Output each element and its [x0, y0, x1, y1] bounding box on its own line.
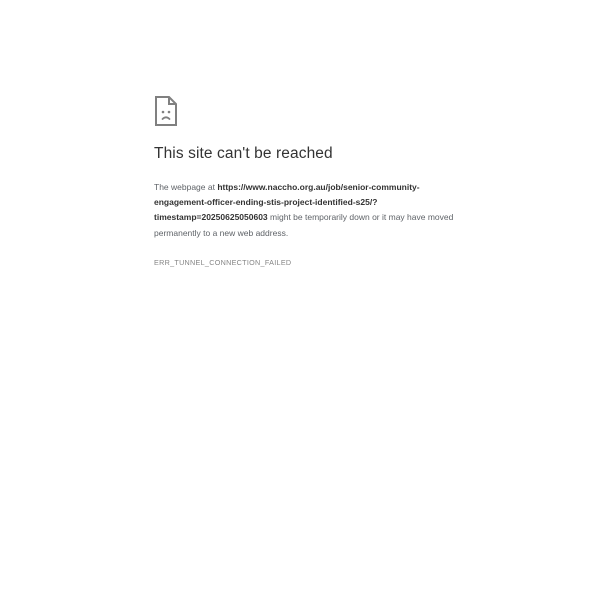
message-prefix: The webpage at — [154, 182, 218, 193]
error-description — [154, 180, 464, 241]
page-title: This site can't be reached — [154, 145, 333, 162]
error-code: ERR_TUNNEL_CONNECTION_FAILED — [154, 257, 292, 267]
message-suffix: might be temporarily down or it may have moved permanently to a new web address. — [154, 212, 454, 238]
sad-file-icon — [154, 96, 178, 126]
failed-url: https://www.naccho.org.au/job/senior-community-engagement-officer-ending-stis-project-identified-s25/?timestamp=20250625050603 — [154, 182, 420, 223]
error-content — [154, 96, 464, 267]
